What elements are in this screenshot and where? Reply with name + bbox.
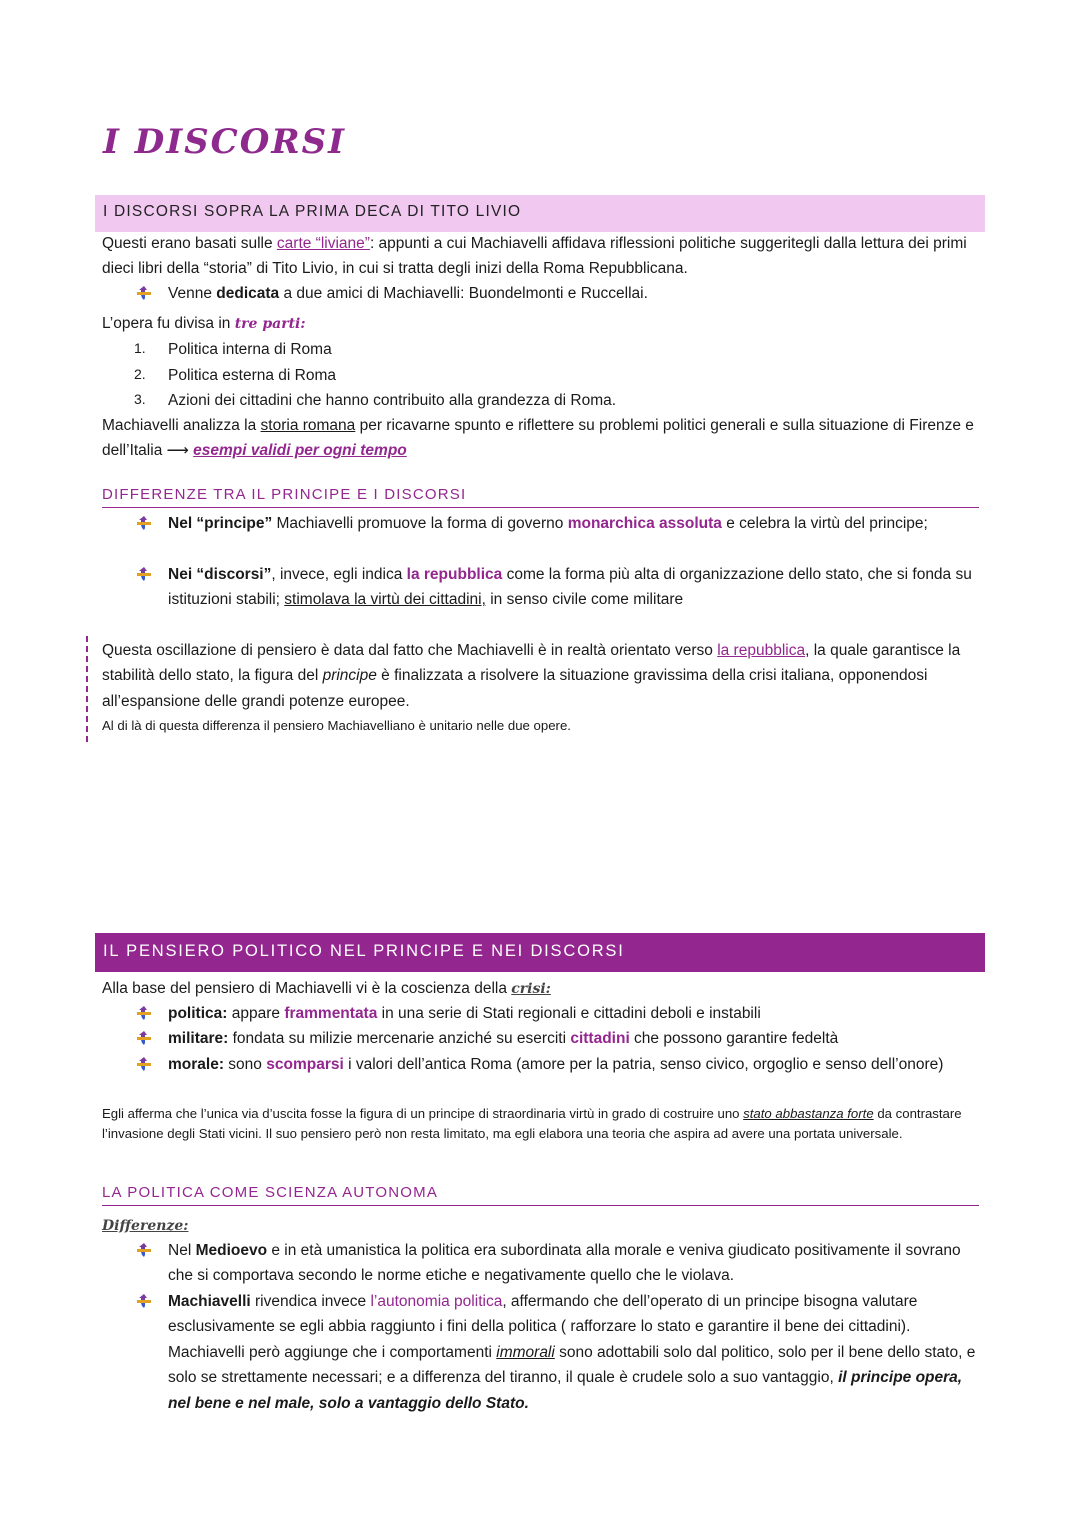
text-segment: in senso civile come militare <box>485 591 684 609</box>
text-segment: il principe opera, nel bene e nel male, solo a vantaggio dello Stato. <box>168 1369 963 1412</box>
text-segment: Questa oscillazione di pensiero è data dal fatto che Machiavelli è in realtà orientato verso <box>102 642 718 659</box>
paragraph <box>102 413 982 464</box>
bullet-icon <box>136 566 152 582</box>
text-segment: e in età umanistica la politica era subordinata alla morale e veniva giudicato positivamente il sovrano che si comportava secondo le norme etiche e negativamente quello che le violava. <box>168 1242 961 1285</box>
bullet-icon <box>136 1242 152 1258</box>
text-segment: Nel <box>168 1242 196 1259</box>
bullet-icon <box>136 1005 152 1021</box>
text-segment: tre parti: <box>234 316 306 332</box>
bullet-text <box>168 1289 983 1416</box>
bullet-text <box>168 511 983 536</box>
text-segment: Machiavelli <box>168 1293 251 1310</box>
text-segment: politica: <box>168 1005 228 1022</box>
text-segment: principe <box>322 667 377 685</box>
text-segment: rivendica invece <box>250 1293 371 1310</box>
text-segment: come la forma più alta di organizzazione dello stato, che si fonda su istituzioni stabili; <box>168 566 972 609</box>
text-segment: e celebra la virtù del principe; <box>721 515 928 532</box>
text-segment: Medioevo <box>195 1242 268 1259</box>
text-segment: ⟶ <box>166 442 194 460</box>
text-segment: monarchica assoluta <box>567 515 722 532</box>
text-segment: fondata su milizie mercenarie anziché su eserciti <box>228 1030 571 1047</box>
text-segment: dedicata <box>216 285 280 302</box>
text-segment: , la quale garantisce la stabilità dello stato, la figura del <box>102 642 961 685</box>
section-heading-bar <box>95 933 985 972</box>
list-number: 3. <box>134 391 146 407</box>
section-heading: I DISCORSI SOPRA LA PRIMA DECA DI TITO LIVIO <box>103 203 522 220</box>
text-segment: morale: <box>168 1056 224 1073</box>
text-segment: che possono garantire fedeltà <box>629 1030 839 1047</box>
bullet-text <box>168 281 983 306</box>
list-number: 2. <box>134 365 146 382</box>
text-segment: sono adottabili solo dal politico, solo per il bene dello stato, e solo se strettamente necessari; e a differenza del tiranno, il quale è crudele solo a suo vantaggio, <box>168 1343 976 1387</box>
subsection-heading: LA POLITICA COME SCIENZA AUTONOMA <box>102 1184 979 1206</box>
bullet-text <box>168 1238 983 1289</box>
text-segment: : appunti a cui Machiavelli affidava riflessioni politiche suggeritegli dalla lettura dei primi dieci libri della “storia” di Tito Livio, in cui si tratta degli inizi della Roma Repubblicana. <box>102 235 967 278</box>
text-segment: stimolava la virtù dei cittadini, <box>284 591 486 609</box>
text-segment: i valori dell’antica Roma (amore per la patria, senso civico, orgoglio e senso dell’onore) <box>343 1056 944 1073</box>
bullet-icon <box>136 515 152 531</box>
text-segment: , affermando che dell’operato di un principe bisogna valutare esclusivamente se egli abbia raggiunto i fini della politica ( rafforzare lo stato e garantire il bene dei cittadini). Machiavelli però aggiunge che i comportamenti <box>168 1293 918 1361</box>
bullet-text <box>168 1052 983 1077</box>
paragraph <box>102 638 982 714</box>
bullet-text <box>168 562 983 613</box>
text-segment: Egli afferma che l’unica via d’uscita fosse la figura di un principe di straordinaria virtù in grado di costruire uno <box>102 1106 744 1121</box>
text-segment: immorali <box>496 1343 555 1361</box>
text-segment: la repubblica <box>406 566 503 583</box>
document-title: I DISCORSI <box>103 122 347 162</box>
text-segment: è finalizzata a risolvere la situazione gravissima della crisi italiana, opponendosi all’espansione delle grandi potenze europee. <box>102 667 928 710</box>
text-segment: Alla base del pensiero di Machiavelli vi è la coscienza della <box>102 980 512 997</box>
text-segment: la repubblica <box>717 642 806 659</box>
text-segment: Machiavelli promuove la forma di governo <box>272 515 568 532</box>
paragraph <box>102 976 982 1002</box>
bullet-icon <box>136 1056 152 1072</box>
text-segment: carte “liviane” <box>276 235 370 252</box>
text-segment: l’autonomia politica <box>370 1293 503 1310</box>
text-segment: per ricavarne spunto e riflettere su problemi politici generali e sulla situazione di Firenze e dell’Italia <box>102 417 974 460</box>
text-segment: a due amici di Machiavelli: Buondelmonti e Ruccellai. <box>279 285 648 302</box>
text-segment: , invece, egli indica <box>271 566 407 583</box>
bullet-icon <box>136 1293 152 1309</box>
paragraph-small: Al di là di questa differenza il pensiero Machiavelliano è unitario nelle due opere. <box>102 718 571 733</box>
text-segment: Nei “discorsi” <box>168 566 272 583</box>
differenze-label: Differenze: <box>102 1218 189 1234</box>
text-segment: scomparsi <box>266 1056 344 1073</box>
text-segment: stato abbastanza forte <box>743 1106 874 1121</box>
text-segment: Nel “principe” <box>168 515 273 532</box>
text-segment: appare <box>227 1005 285 1022</box>
text-segment: frammentata <box>284 1005 378 1022</box>
list-number: 1. <box>134 340 146 356</box>
section-heading: IL PENSIERO POLITICO NEL PRINCIPE E NEI DISCORSI <box>103 942 625 960</box>
paragraph <box>102 231 982 282</box>
list-item: Politica esterna di Roma <box>168 366 336 384</box>
section-heading-band <box>95 195 985 232</box>
list-item: Politica interna di Roma <box>168 341 332 358</box>
text-segment: L’opera fu divisa in <box>102 315 235 332</box>
list-item: Azioni dei cittadini che hanno contribuito alla grandezza di Roma. <box>168 392 617 409</box>
subsection-heading: DIFFERENZE TRA IL PRINCIPE E I DISCORSI <box>102 486 979 508</box>
text-segment: militare: <box>168 1030 229 1047</box>
bullet-icon <box>136 285 152 301</box>
bullet-icon <box>136 1030 152 1046</box>
text-segment: Questi erano basati sulle <box>102 235 277 252</box>
text-segment: storia romana <box>260 417 356 434</box>
text-segment: cittadini <box>570 1030 630 1047</box>
text-segment: crisi: <box>511 981 551 997</box>
text-segment: in una serie di Stati regionali e cittadini deboli e instabili <box>377 1005 761 1022</box>
bullet-text <box>168 1001 983 1026</box>
paragraph-small <box>102 1104 977 1144</box>
bullet-text <box>168 1026 983 1051</box>
text-segment: sono <box>224 1056 267 1073</box>
paragraph <box>102 311 982 337</box>
text-segment: Venne <box>168 285 217 302</box>
text-segment: da contrastare l’invasione degli Stati vicini. Il suo pensiero però non resta limitato, ma egli elabora una teoria che aspira ad avere una portata universale. <box>102 1106 962 1141</box>
text-segment: esempi validi per ogni tempo <box>193 442 407 460</box>
dashed-bracket <box>86 636 94 742</box>
text-segment: Machiavelli analizza la <box>102 417 261 434</box>
